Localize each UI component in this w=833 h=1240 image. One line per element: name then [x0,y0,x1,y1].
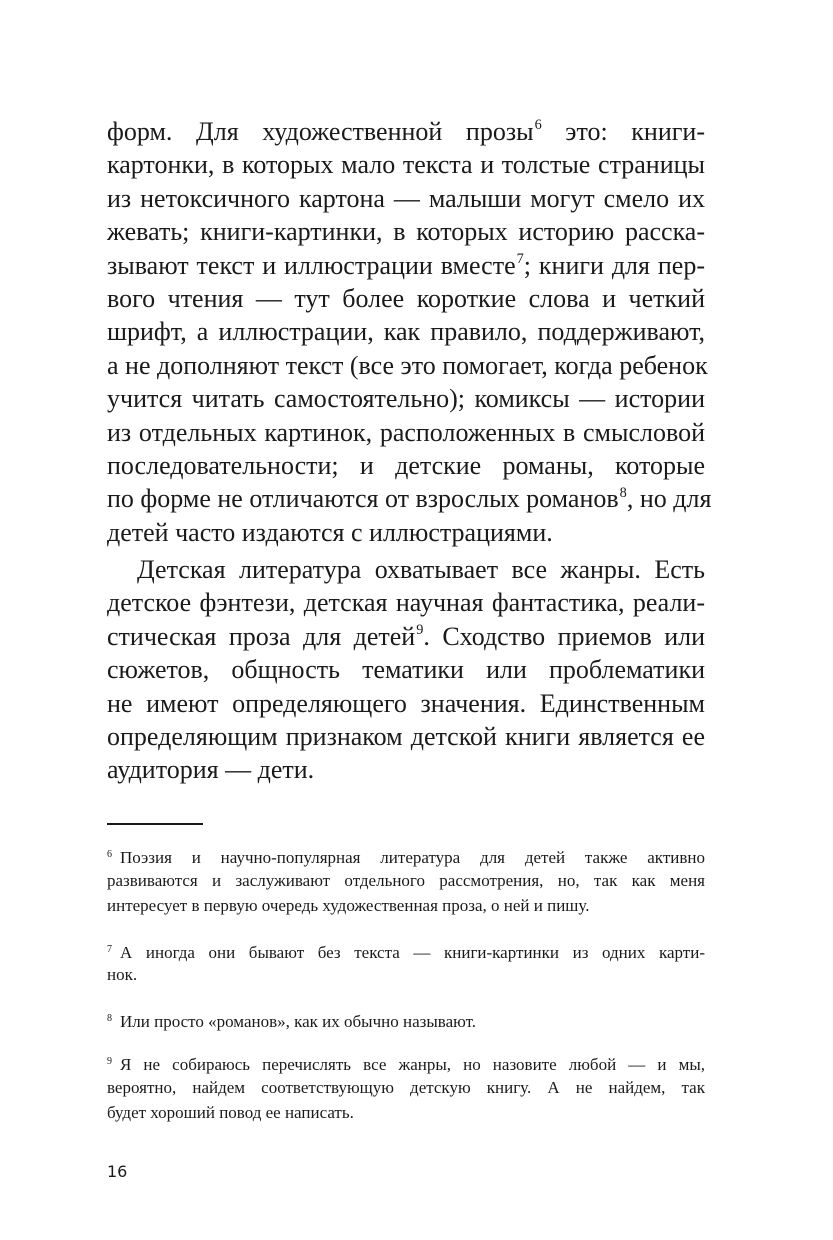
text-line: Детская литература охватывает все жанры. Есть [137,555,705,585]
footnote-ref-6[interactable]: 6 [534,117,542,134]
footnote-8 [107,1006,705,1032]
footnote-6 [107,842,705,919]
text-line: не имеют определяющего значения. Единственным [107,688,705,718]
footnote-line: интересует в первую очередь художественная проза, о ней и пишу. [107,896,590,915]
footnote-line: нок. [107,965,138,984]
footnote-ref-9[interactable]: 9 [416,622,424,639]
text-line: детей часто издаются с иллюстрациями. [107,517,553,547]
text-line: стическая проза для детей$^9$. Сходство приемов или [107,621,705,651]
footnote-mark: 8 [107,1012,112,1024]
text-line: зывают текст и иллюстрации вместе$^7$; книги для пер- [107,250,705,280]
text-line: последовательности; и детские романы, которые [107,450,705,480]
page-number: 16 [107,1162,128,1181]
footnote-line: вероятно, найдем соответствующую детскую книгу. А не найдем, так [107,1077,705,1097]
footnotes [107,842,705,1144]
text-line: из нетоксичного картона — малыши могут смело их [107,183,705,213]
text-line: форм. Для художественной прозы$^6$ это: книги- [107,117,705,146]
text-line: из отдельных картинок, расположенных в смысловой [107,417,705,447]
text-line: аудитория — дети. [107,755,315,785]
footnote-mark: 7 [107,943,112,955]
footnote-9 [107,1049,705,1126]
footnote-mark: 9 [107,1056,112,1067]
text-line: сюжетов, общность тематики или проблематики [107,655,705,685]
text-line: по форме не отличаются от взрослых романов$^8$, но для [107,484,712,514]
footnote-line: $^9$ Я не собираюсь перечислять все жанры, но назовите любой — и мы, [107,1055,705,1074]
footnote-ref-7[interactable]: 7 [516,250,524,267]
text-line: жевать; книги-картинки, в которых историю расска- [107,217,705,247]
footnote-line: $^7$ А иногда они бывают без текста — книги-картинки из одних карти- [107,942,705,962]
footnote-line: $^6$ Поэзия и научно-популярная литература для детей также активно [107,848,705,867]
footnote-line: $^8$ Или просто «романов», как их обычно называют. [107,1011,476,1031]
text-line: шрифт, а иллюстрации, как правило, поддерживают, [107,317,705,347]
text-line: а не дополняют текст (все это помогает, когда ребенок [107,350,708,380]
text-line: определяющим признаком детской книги является ее [107,722,705,752]
footnote-mark: 6 [107,849,112,860]
text-line: вого чтения — тут более короткие слова и четкий [107,283,705,313]
footnote-line: развиваются и заслуживают отдельного рассмотрения, но, так как меня [107,870,705,890]
footnote-7 [107,937,705,988]
text-line: детское фэнтези, детская научная фантастика, реали- [107,588,705,618]
text-line: учится читать самостоятельно); комиксы — истории [107,384,705,414]
footnote-ref-8[interactable]: 8 [619,484,627,501]
text-line: картонки, в которых мало текста и толстые страницы [107,150,705,180]
footnote-line: будет хороший повод ее написать. [107,1103,354,1122]
main-text [107,115,712,787]
paragraph-1 [107,115,712,549]
footnote-separator [107,823,203,825]
paragraph-2 [107,553,705,787]
